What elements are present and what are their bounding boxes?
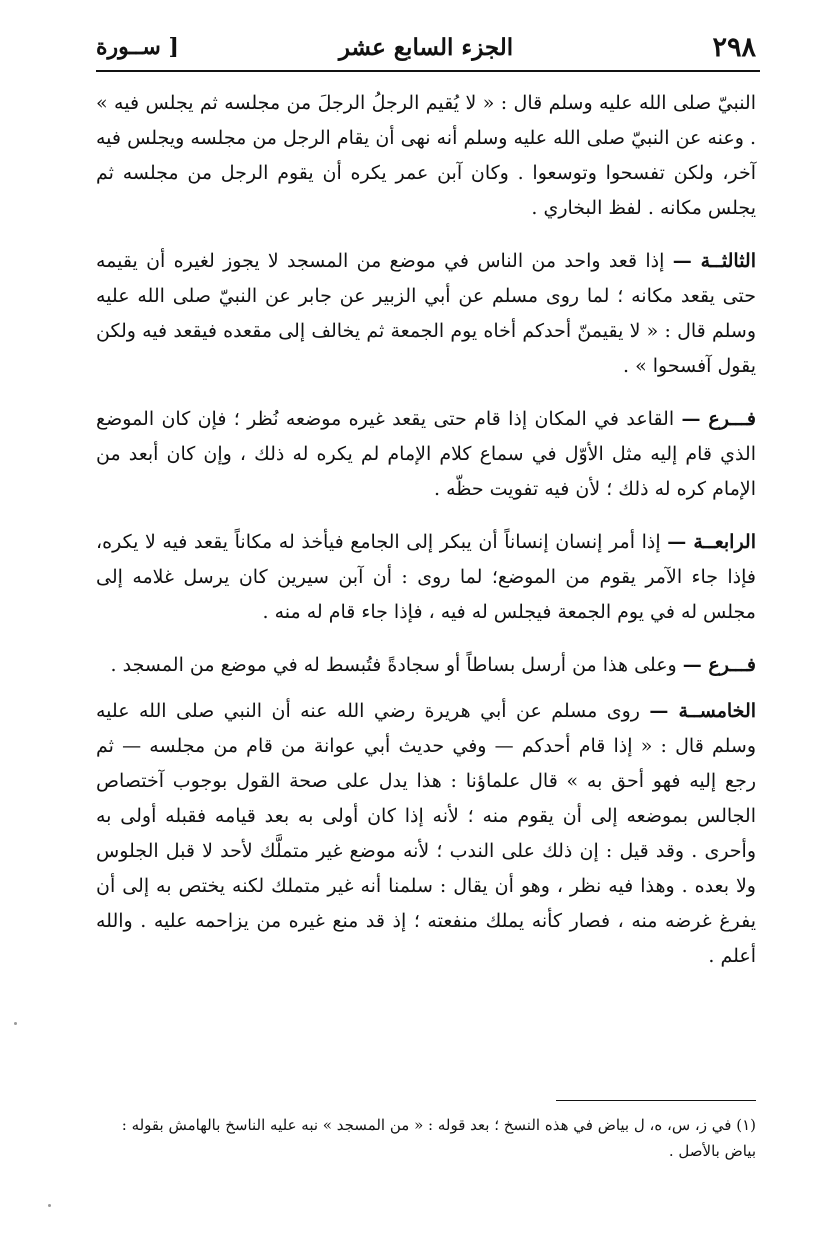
paragraph-text: القاعد في المكان إذا قام حتى يقعد غيره موضعه نُظر ؛ فإن كان الموضع الذي قام إليه مثل الأوّل في سماع كلام الإمام لم يكره له ذلك ، وإن كان أبعد من الإمام كره له ذلك ؛ لأن فيه تفويت حظّه . [96,408,756,500]
page-number: ٢٩٨ [712,32,756,63]
paragraph-text: روى مسلم عن أبي هريرة رضي الله عنه أن النبي صلى الله عليه وسلم قال : « إذا قام أحدكم — وفي حديث أبي عوانة من قام من مجلسه — ثم رجع إليه فهو أحق به » قال علماؤنا : هذا يدل على صحة القول بوجوب آختصاص الجالس بموضعه إلى أن يقوم منه ؛ لأنه إذا كان أولى به بعد قيامه فقبله أولى به وأحرى . وقد قيل : إن ذلك على الندب ؛ لأنه موضع غير متملَّك لأحد لا قبل الجلوس ولا بعده . وهذا فيه نظر ، وهو أن يقال : سلمنا أنه غير متملك لكنه يختص به إلى أن يفرغ غرضه منه ، فصار كأنه يملك منفعته ؛ إذ قد منع غيره من يزاحمه عليه . والله أعلم . [96,700,756,967]
paragraph [96,402,756,507]
paragraph [96,525,756,630]
scan-speck [14,1022,17,1025]
paragraph-lead: الرابعــة — [667,531,756,553]
paragraph [96,648,756,683]
header-rule [96,70,760,72]
footnote: (١) في ز، س، ه، ل بياض في هذه النسخ ؛ بعد قوله : « من المسجد » نبه عليه الناسخ بالهامش بقوله : بياض بالأصل . [121,1116,756,1160]
paragraph-text: النبيّ صلى الله عليه وسلم قال : « لا يُقيم الرجلُ الرجلَ من مجلسه ثم يجلس فيه » . وعنه عن النبيّ صلى الله عليه وسلم أنه نهى أن يقام الرجل من مجلسه ويجلس فيه آخر، ولكن تفسحوا وتوسعوا . وكان آبن عمر يكره أن يقوم الرجل من مجلسه ثم يجلس مكانه . لفظ البخاري . [96,92,756,219]
paragraph-lead: فـــرع — [682,654,756,676]
surah-label: [ ســورة [96,34,179,60]
paragraph-text: وعلى هذا من أرسل بساطاً أو سجادةً فتُبسط له في موضع من المسجد . [110,654,677,676]
paragraph [96,694,756,974]
paragraph-text: إذا قعد واحد من الناس في موضع من المسجد لا يجوز لغيره أن يقيمه حتى يقعد مكانه ؛ لما روى مسلم عن أبي الزبير عن جابر عن النبيّ صلى الله عليه وسلم قال : « لا يقيمنّ أحدكم أخاه يوم الجمعة ثم يخالف إلى مقعده فيقعد فيه ولكن يقول آفسحوا » . [96,250,756,377]
paragraph-lead: فـــرع — [681,408,757,430]
paragraph-lead: الثالثــة — [672,250,756,272]
body-text [96,86,756,985]
paragraph [96,244,756,384]
paragraph-text: إذا أمر إنسان إنساناً أن يبكر إلى الجامع فيأخذ له مكاناً يقعد فيه لا يكره، فإذا جاء الآمر يقوم من الموضع؛ لما روى : أن آبن سيرين كان يرسل غلامه إلى مجلس له في يوم الجمعة فيجلس له فيه ، فإذا جاء قام له منه . [96,531,756,623]
paragraph-lead: الخامســة — [649,700,757,722]
scan-speck [48,1204,51,1207]
part-title: الجزء السابع عشر [338,34,514,61]
paragraph [96,86,756,226]
page-header [96,28,756,68]
footnote-rule [556,1100,756,1101]
